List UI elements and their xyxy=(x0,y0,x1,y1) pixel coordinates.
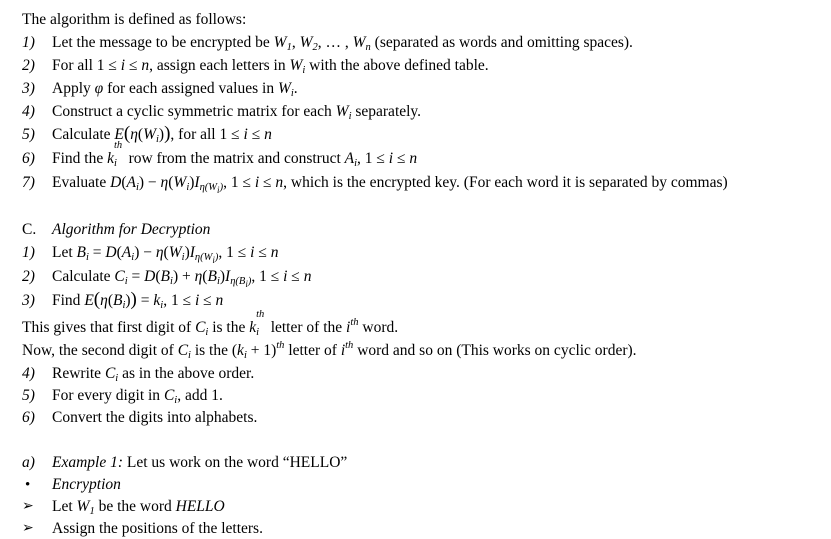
step-number: 6) xyxy=(22,409,35,426)
item-text: Assign the positions of the letters. xyxy=(52,520,263,537)
step-text: Evaluate $D(A_i) - \eta(W_i)I_{\eta(Wi)}$, 1 ≤ i ≤ n, which is the encrypted key. (For each word it is separated by commas) xyxy=(52,174,728,195)
item-text: Encryption xyxy=(52,476,121,493)
step-text: Calculate $C_i = D(B_i) + \eta(B_i)I_{\eta(Bi)}$, 1 ≤ i ≤ n xyxy=(52,268,312,289)
step-number: 3) xyxy=(22,292,35,309)
step-text: Find the k th $_i$ row from the matrix and construct $A_i$, 1 ≤ i ≤ n xyxy=(52,140,418,169)
section-label: C. xyxy=(22,221,37,238)
intro-text: The algorithm is defined as follows: xyxy=(22,11,247,28)
step-number: 5) xyxy=(22,126,35,143)
note-text: Now, the second digit of $C_i$ is the $(k_i + 1)^{th}$ letter of $i^{th}$ word and so on (This works on cyclic order). xyxy=(22,340,637,361)
step-number: 1) xyxy=(22,244,35,261)
step-text: Let $B_i = D(A_i) - \eta(W_i)I_{\eta(Wi)}$, 1 ≤ i ≤ n xyxy=(52,244,279,265)
step-text: Apply φ for each assigned values in $W_i$. xyxy=(52,80,298,99)
step-number: 4) xyxy=(22,365,35,382)
step-text: Rewrite $C_i$ as in the above order. xyxy=(52,365,255,384)
step-text: Construct a cyclic symmetric matrix for each $W_i$ separately. xyxy=(52,103,422,122)
item-text: Let $W_1$ be the word HELLO xyxy=(52,498,225,517)
example-text: Example 1: Let us work on the word “HELLO” xyxy=(52,454,348,471)
step-text: Find $E(\eta(B_i)) = k_i$, 1 ≤ i ≤ n xyxy=(52,289,224,311)
step-text: Calculate $E(\eta(W_i))$, for all 1 ≤ i ≤ n xyxy=(52,123,272,145)
step-number: 2) xyxy=(22,57,35,74)
step-number: 6) xyxy=(22,150,35,167)
step-number: 7) xyxy=(22,174,35,191)
step-number: 3) xyxy=(22,80,35,97)
step-number: 2) xyxy=(22,268,35,285)
section-title: Algorithm for Decryption xyxy=(52,221,211,238)
step-text: Convert the digits into alphabets. xyxy=(52,409,258,426)
bullet-icon: • xyxy=(25,477,31,493)
step-number: 5) xyxy=(22,387,35,404)
step-number: 1) xyxy=(22,34,35,51)
step-text: For all 1 ≤ i ≤ n, assign each letters in $W_i$ with the above defined table. xyxy=(52,57,489,76)
example-number: a) xyxy=(22,454,35,471)
note-text: This gives that first digit of $C_i$ is the k th $_i$ letter of the $i^{th}$ word. xyxy=(22,309,399,338)
arrow-bullet-icon: ➢ xyxy=(22,521,34,536)
step-text: Let the message to be encrypted be $W_1$, $W_2$, … , $W_n$ (separated as words and omitting spaces). xyxy=(52,34,633,53)
step-number: 4) xyxy=(22,103,35,120)
step-text: For every digit in $C_i$, add 1. xyxy=(52,387,223,406)
arrow-bullet-icon: ➢ xyxy=(22,499,34,514)
